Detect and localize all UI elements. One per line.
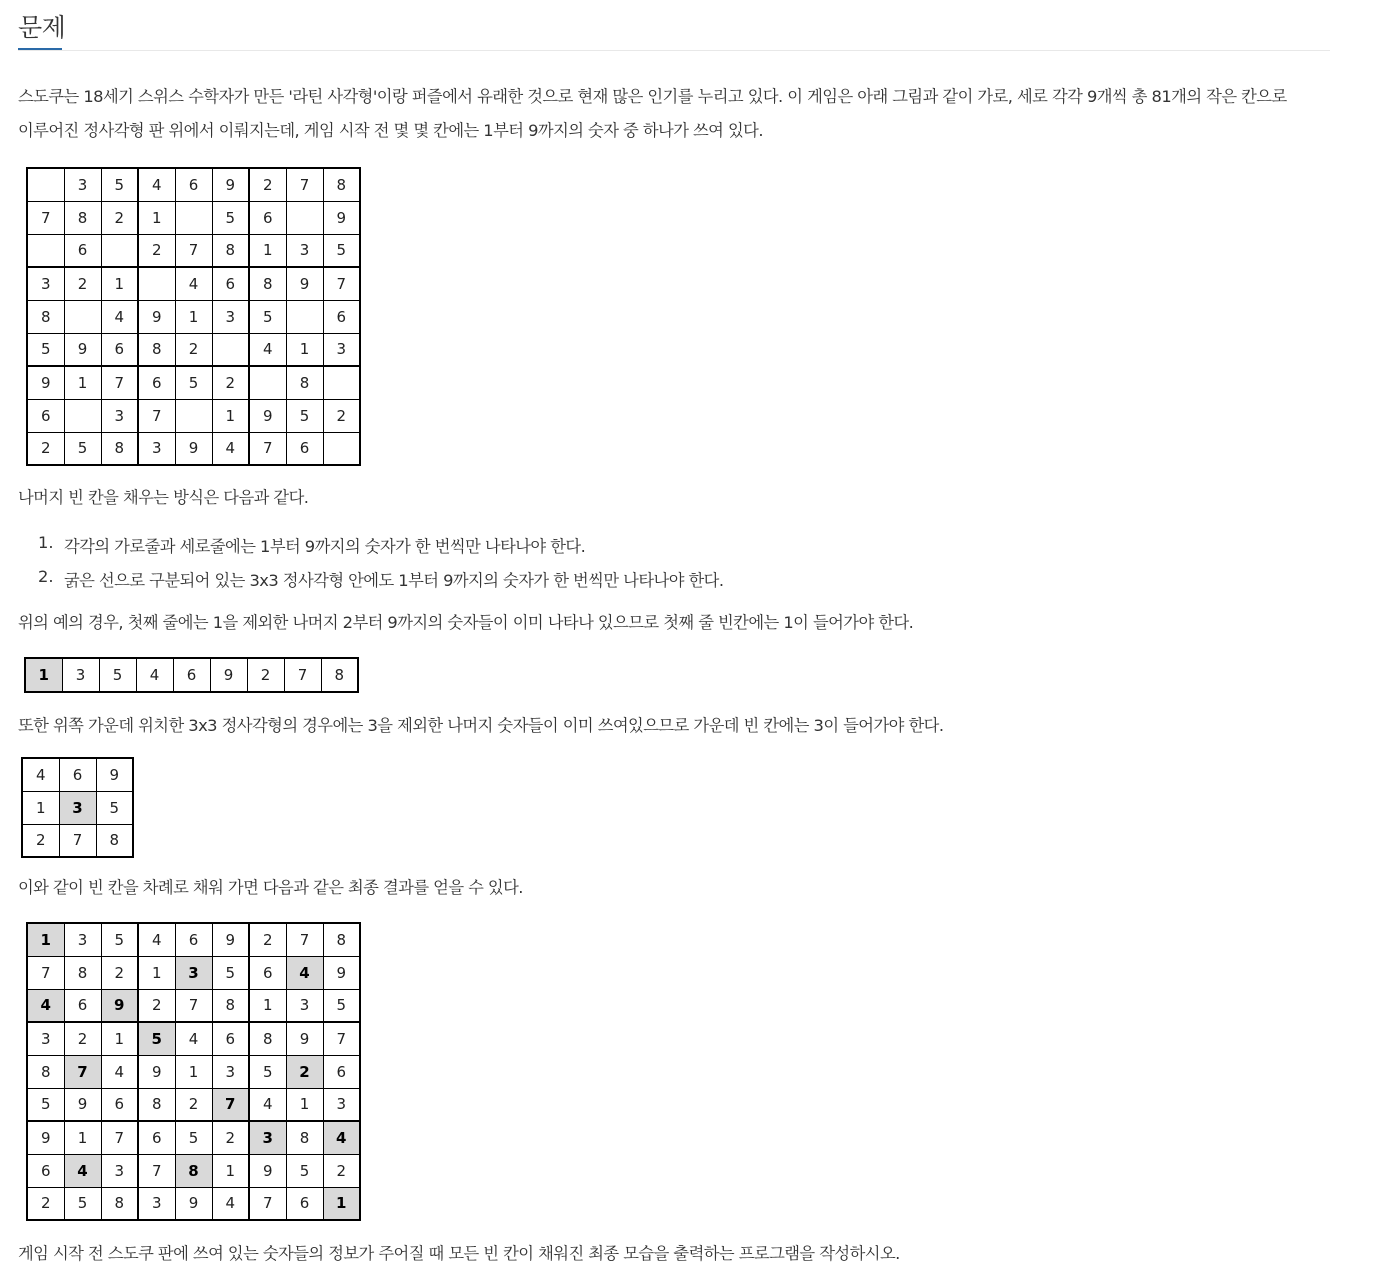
grid-cell: 2 <box>27 432 64 465</box>
grid-cell: 5 <box>175 1121 212 1154</box>
grid-cell: 7 <box>212 1088 249 1121</box>
grid-cell: 3 <box>175 956 212 989</box>
grid-cell: 7 <box>138 1154 175 1187</box>
grid-cell: 5 <box>175 366 212 399</box>
grid-cell <box>175 201 212 234</box>
task-text: 게임 시작 전 스도쿠 판에 쓰여 있는 숫자들의 정보가 주어질 때 모든 빈 칸이 채워진 최종 모습을 출력하는 프로그램을 작성하시오. <box>18 1244 900 1263</box>
grid-cell: 7 <box>323 1022 360 1055</box>
grid-row <box>27 201 360 234</box>
rules-intro: 나머지 빈 칸을 채우는 방식은 다음과 같다. <box>18 488 309 507</box>
grid-row <box>27 366 360 399</box>
grid-cell: 8 <box>96 824 133 857</box>
grid-cell: 1 <box>212 399 249 432</box>
grid-cell: 5 <box>64 432 101 465</box>
grid-cell: 4 <box>101 1055 138 1088</box>
grid-cell: 6 <box>286 1187 323 1220</box>
grid-cell: 7 <box>175 989 212 1022</box>
grid-cell: 5 <box>249 300 286 333</box>
grid-cell: 6 <box>173 658 210 692</box>
grid-cell: 8 <box>249 267 286 300</box>
grid-cell: 5 <box>27 1088 64 1121</box>
grid-cell: 6 <box>101 333 138 366</box>
grid-cell: 8 <box>212 234 249 267</box>
grid-cell: 9 <box>249 399 286 432</box>
grid-cell: 8 <box>323 923 360 956</box>
section-title: 문제 <box>18 13 66 42</box>
grid-cell: 6 <box>323 300 360 333</box>
grid-cell: 3 <box>59 791 96 824</box>
grid-cell: 4 <box>138 923 175 956</box>
grid-cell: 3 <box>212 300 249 333</box>
grid-cell: 4 <box>27 989 64 1022</box>
grid-cell: 6 <box>138 1121 175 1154</box>
grid-cell: 8 <box>249 1022 286 1055</box>
grid-cell: 7 <box>101 1121 138 1154</box>
grid-cell: 1 <box>101 267 138 300</box>
grid-cell: 8 <box>64 201 101 234</box>
grid-cell: 8 <box>138 333 175 366</box>
grid-row <box>27 432 360 465</box>
grid-cell: 3 <box>64 923 101 956</box>
grid-cell: 2 <box>64 1022 101 1055</box>
grid-row <box>27 1121 360 1154</box>
grid-row <box>22 758 133 791</box>
grid-cell: 5 <box>323 989 360 1022</box>
grid-row <box>22 791 133 824</box>
grid-cell: 1 <box>25 658 62 692</box>
grid-cell: 9 <box>27 366 64 399</box>
grid-cell: 3 <box>101 399 138 432</box>
grid-cell: 9 <box>96 758 133 791</box>
grid-cell: 5 <box>323 234 360 267</box>
grid-cell <box>138 267 175 300</box>
grid-cell: 5 <box>99 658 136 692</box>
grid-cell: 9 <box>212 168 249 201</box>
grid-cell <box>27 168 64 201</box>
title-divider <box>18 50 1330 51</box>
grid-cell: 6 <box>249 201 286 234</box>
grid-cell: 6 <box>64 989 101 1022</box>
grid-cell: 9 <box>323 201 360 234</box>
grid-cell: 5 <box>138 1022 175 1055</box>
grid-cell: 4 <box>323 1121 360 1154</box>
grid-cell: 4 <box>138 168 175 201</box>
grid-cell: 2 <box>323 399 360 432</box>
grid-cell: 7 <box>27 201 64 234</box>
grid-cell: 8 <box>212 989 249 1022</box>
grid-cell: 9 <box>64 1088 101 1121</box>
grid-cell: 3 <box>323 1088 360 1121</box>
grid-cell <box>64 399 101 432</box>
grid-cell: 2 <box>27 1187 64 1220</box>
grid-cell: 3 <box>64 168 101 201</box>
grid-cell: 9 <box>138 300 175 333</box>
grid-cell: 5 <box>286 1154 323 1187</box>
grid-cell: 6 <box>175 168 212 201</box>
grid-cell: 4 <box>212 432 249 465</box>
grid-row <box>27 1154 360 1187</box>
rule-2-text: 굵은 선으로 구분되어 있는 3x3 정사각형 안에도 1부터 9까지의 숫자가 한 번씩만 나타나야 한다. <box>64 571 724 590</box>
grid-cell: 3 <box>286 234 323 267</box>
grid-cell: 8 <box>138 1088 175 1121</box>
grid-cell <box>212 333 249 366</box>
grid-row <box>27 1187 360 1220</box>
grid-cell: 2 <box>101 956 138 989</box>
grid-cell: 9 <box>101 989 138 1022</box>
grid-row <box>27 923 360 956</box>
grid-cell: 1 <box>286 333 323 366</box>
grid-cell: 9 <box>212 923 249 956</box>
grid-cell: 3 <box>323 333 360 366</box>
grid-cell: 6 <box>286 432 323 465</box>
grid-cell: 7 <box>101 366 138 399</box>
grid-cell: 4 <box>249 333 286 366</box>
grid-cell <box>64 300 101 333</box>
grid-cell: 8 <box>286 1121 323 1154</box>
example-box-text: 또한 위쪽 가운데 위치한 3x3 정사각형의 경우에는 3을 제외한 나머지 숫자들이 이미 쓰여있으므로 가운데 빈 칸에는 3이 들어가야 한다. <box>18 716 944 735</box>
grid-cell: 2 <box>138 989 175 1022</box>
grid-cell: 8 <box>101 432 138 465</box>
grid-cell: 7 <box>64 1055 101 1088</box>
grid-cell: 6 <box>64 234 101 267</box>
grid-cell: 6 <box>59 758 96 791</box>
grid-cell: 7 <box>138 399 175 432</box>
grid-cell <box>323 432 360 465</box>
grid-cell <box>249 366 286 399</box>
grid-cell: 4 <box>101 300 138 333</box>
grid-cell: 5 <box>27 333 64 366</box>
grid-cell: 3 <box>27 267 64 300</box>
grid-cell: 3 <box>27 1022 64 1055</box>
grid-cell: 3 <box>138 1187 175 1220</box>
grid-cell: 7 <box>286 168 323 201</box>
grid-cell: 2 <box>212 366 249 399</box>
rule-1-number: 1. <box>38 533 54 552</box>
grid-cell: 1 <box>22 791 59 824</box>
grid-row <box>27 300 360 333</box>
grid-cell: 5 <box>101 923 138 956</box>
grid-cell: 9 <box>286 1022 323 1055</box>
grid-cell: 1 <box>249 234 286 267</box>
grid-cell: 3 <box>212 1055 249 1088</box>
grid-row <box>27 399 360 432</box>
grid-cell: 5 <box>96 791 133 824</box>
grid-cell: 2 <box>175 333 212 366</box>
grid-cell: 2 <box>101 201 138 234</box>
grid-cell: 5 <box>286 399 323 432</box>
grid-cell: 4 <box>249 1088 286 1121</box>
grid-cell: 8 <box>27 1055 64 1088</box>
grid-cell: 4 <box>64 1154 101 1187</box>
grid-cell: 8 <box>286 366 323 399</box>
grid-cell: 1 <box>286 1088 323 1121</box>
grid-cell: 6 <box>249 956 286 989</box>
grid-cell: 6 <box>212 1022 249 1055</box>
example-row-grid <box>24 657 359 693</box>
example-box-grid <box>21 757 134 858</box>
grid-cell <box>101 234 138 267</box>
grid-row <box>27 234 360 267</box>
grid-cell <box>175 399 212 432</box>
grid-cell: 3 <box>138 432 175 465</box>
grid-cell: 6 <box>138 366 175 399</box>
grid-cell: 7 <box>323 267 360 300</box>
grid-row <box>27 333 360 366</box>
grid-cell: 2 <box>247 658 284 692</box>
grid-cell: 7 <box>249 432 286 465</box>
grid-row <box>27 1088 360 1121</box>
grid-cell: 8 <box>27 300 64 333</box>
grid-cell: 1 <box>27 923 64 956</box>
grid-cell: 1 <box>323 1187 360 1220</box>
intro-line-2: 이루어진 정사각형 판 위에서 이뤄지는데, 게임 시작 전 몇 몇 칸에는 1부터 9까지의 숫자 중 하나가 쓰여 있다. <box>18 121 763 140</box>
grid-cell: 1 <box>101 1022 138 1055</box>
grid-cell: 1 <box>138 201 175 234</box>
grid-cell: 6 <box>212 267 249 300</box>
grid-cell: 6 <box>27 399 64 432</box>
grid-cell: 8 <box>64 956 101 989</box>
final-sudoku-grid <box>26 922 361 1221</box>
rule-1-text: 각각의 가로줄과 세로줄에는 1부터 9까지의 숫자가 한 번씩만 나타나야 한다. <box>64 537 586 556</box>
grid-cell: 9 <box>249 1154 286 1187</box>
grid-cell: 8 <box>101 1187 138 1220</box>
grid-cell: 4 <box>22 758 59 791</box>
grid-row <box>27 168 360 201</box>
grid-cell: 2 <box>22 824 59 857</box>
grid-cell: 2 <box>323 1154 360 1187</box>
grid-cell: 2 <box>249 923 286 956</box>
grid-row <box>27 989 360 1022</box>
grid-cell: 7 <box>59 824 96 857</box>
grid-cell: 1 <box>138 956 175 989</box>
grid-cell: 4 <box>212 1187 249 1220</box>
grid-row <box>27 267 360 300</box>
grid-cell: 8 <box>321 658 358 692</box>
grid-cell: 3 <box>249 1121 286 1154</box>
grid-cell: 9 <box>138 1055 175 1088</box>
grid-cell: 4 <box>175 1022 212 1055</box>
grid-cell: 2 <box>175 1088 212 1121</box>
grid-cell: 2 <box>212 1121 249 1154</box>
grid-cell: 4 <box>136 658 173 692</box>
grid-cell <box>27 234 64 267</box>
grid-cell: 8 <box>323 168 360 201</box>
grid-cell: 2 <box>64 267 101 300</box>
grid-row <box>27 956 360 989</box>
grid-cell: 1 <box>175 1055 212 1088</box>
grid-cell: 2 <box>249 168 286 201</box>
grid-cell: 7 <box>284 658 321 692</box>
grid-cell: 1 <box>212 1154 249 1187</box>
grid-cell: 9 <box>210 658 247 692</box>
grid-cell: 6 <box>323 1055 360 1088</box>
grid-cell: 2 <box>286 1055 323 1088</box>
grid-cell: 5 <box>212 201 249 234</box>
grid-cell: 1 <box>64 366 101 399</box>
intro-line-1: 스도쿠는 18세기 스위스 수학자가 만든 '라틴 사각형'이랑 퍼즐에서 유래한 것으로 현재 많은 인기를 누리고 있다. 이 게임은 아래 그림과 같이 가로, 세로 각각 9개씩 총 81개의 작은 칸으로 <box>18 87 1287 106</box>
grid-cell <box>286 300 323 333</box>
grid-cell: 7 <box>286 923 323 956</box>
grid-cell <box>323 366 360 399</box>
grid-cell: 3 <box>101 1154 138 1187</box>
grid-row <box>27 1022 360 1055</box>
grid-cell: 6 <box>101 1088 138 1121</box>
grid-cell: 9 <box>323 956 360 989</box>
grid-cell: 1 <box>249 989 286 1022</box>
grid-row <box>22 824 133 857</box>
grid-cell: 5 <box>101 168 138 201</box>
grid-cell: 9 <box>64 333 101 366</box>
grid-cell: 7 <box>175 234 212 267</box>
grid-cell: 5 <box>64 1187 101 1220</box>
grid-cell: 1 <box>64 1121 101 1154</box>
grid-cell <box>286 201 323 234</box>
grid-row <box>25 658 358 692</box>
grid-cell: 9 <box>27 1121 64 1154</box>
grid-cell: 4 <box>175 267 212 300</box>
grid-cell: 1 <box>175 300 212 333</box>
grid-cell: 3 <box>62 658 99 692</box>
grid-cell: 4 <box>286 956 323 989</box>
grid-cell: 8 <box>175 1154 212 1187</box>
grid-cell: 3 <box>286 989 323 1022</box>
grid-cell: 9 <box>175 432 212 465</box>
grid-cell: 6 <box>27 1154 64 1187</box>
grid-cell: 9 <box>286 267 323 300</box>
final-text: 이와 같이 빈 칸을 차례로 채워 가면 다음과 같은 최종 결과를 얻을 수 있다. <box>18 878 523 897</box>
grid-cell: 6 <box>175 923 212 956</box>
initial-sudoku-grid <box>26 167 361 466</box>
grid-cell: 7 <box>27 956 64 989</box>
grid-cell: 5 <box>212 956 249 989</box>
grid-cell: 7 <box>249 1187 286 1220</box>
grid-row <box>27 1055 360 1088</box>
grid-cell: 5 <box>249 1055 286 1088</box>
example-row-text: 위의 예의 경우, 첫째 줄에는 1을 제외한 나머지 2부터 9까지의 숫자들이 이미 나타나 있으므로 첫째 줄 빈칸에는 1이 들어가야 한다. <box>18 613 914 632</box>
rule-2-number: 2. <box>38 567 54 586</box>
grid-cell: 9 <box>175 1187 212 1220</box>
grid-cell: 2 <box>138 234 175 267</box>
